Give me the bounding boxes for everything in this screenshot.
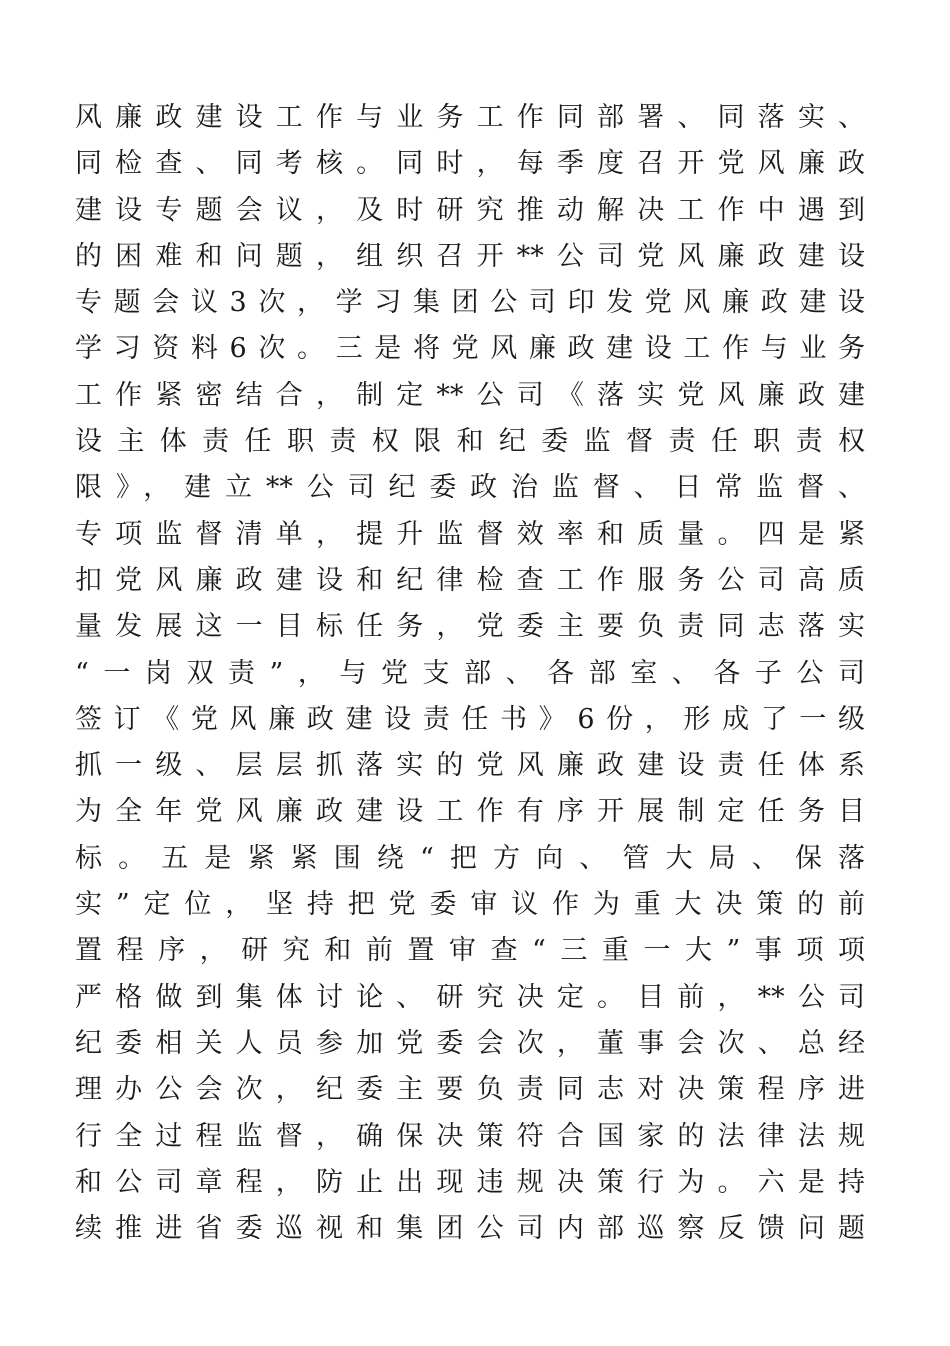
text-line: 实”定位，坚持把党委审议作为重大决策的前 [75, 889, 865, 921]
text-line: 的困难和问题，组织召开**公司党风廉政建设 [75, 240, 865, 272]
text-line: 纪委相关人员参加党委会次，董事会次、总经 [75, 1027, 865, 1059]
text-line: 工作紧密结合，制定**公司《落实党风廉政建 [75, 379, 865, 411]
text-line: 理办公会次，纪委主要负责同志对决策程序进 [75, 1074, 865, 1106]
text-line: 置程序，研究和前置审查“三重一大”事项项 [75, 935, 865, 967]
text-line: 建设专题会议，及时研究推动解决工作中遇到 [75, 194, 865, 226]
text-line: 专题会议3次，学习集团公司印发党风廉政建设 [75, 287, 865, 319]
text-line: 行全过程监督，确保决策符合国家的法律法规 [75, 1120, 865, 1152]
text-line: 为全年党风廉政建设工作有序开展制定任务目 [75, 796, 865, 828]
text-line: 抓一级、层层抓落实的党风廉政建设责任体系 [75, 750, 865, 782]
text-line: 和公司章程，防止出现违规决策行为。六是持 [75, 1166, 865, 1198]
text-line: “一岗双责”，与党支部、各部室、各子公司 [75, 657, 865, 689]
body-paragraph [75, 95, 865, 1252]
text-line: 同检查、同考核。同时，每季度召开党风廉政 [75, 148, 865, 180]
text-line: 量发展这一目标任务，党委主要负责同志落实 [75, 611, 865, 643]
text-line: 学习资料6次。三是将党风廉政建设工作与业务 [75, 333, 865, 365]
text-line: 严格做到集体讨论、研究决定。目前，**公司 [75, 981, 865, 1013]
text-line: 签订《党风廉政建设责任书》6份，形成了一级 [75, 703, 865, 735]
text-line: 续推进省委巡视和集团公司内部巡察反馈问题 [75, 1213, 865, 1245]
text-line: 设主体责任职责权限和纪委监督责任职责权 [75, 426, 865, 458]
text-line: 限》，建立**公司纪委政治监督、日常监督、 [75, 472, 865, 504]
text-line: 专项监督清单，提升监督效率和质量。四是紧 [75, 518, 865, 550]
text-line: 标。五是紧紧围绕“把方向、管大局、保落 [75, 842, 865, 874]
text-line: 扣党风廉政建设和纪律检查工作服务公司高质 [75, 564, 865, 596]
text-line: 风廉政建设工作与业务工作同部署、同落实、 [75, 102, 865, 133]
